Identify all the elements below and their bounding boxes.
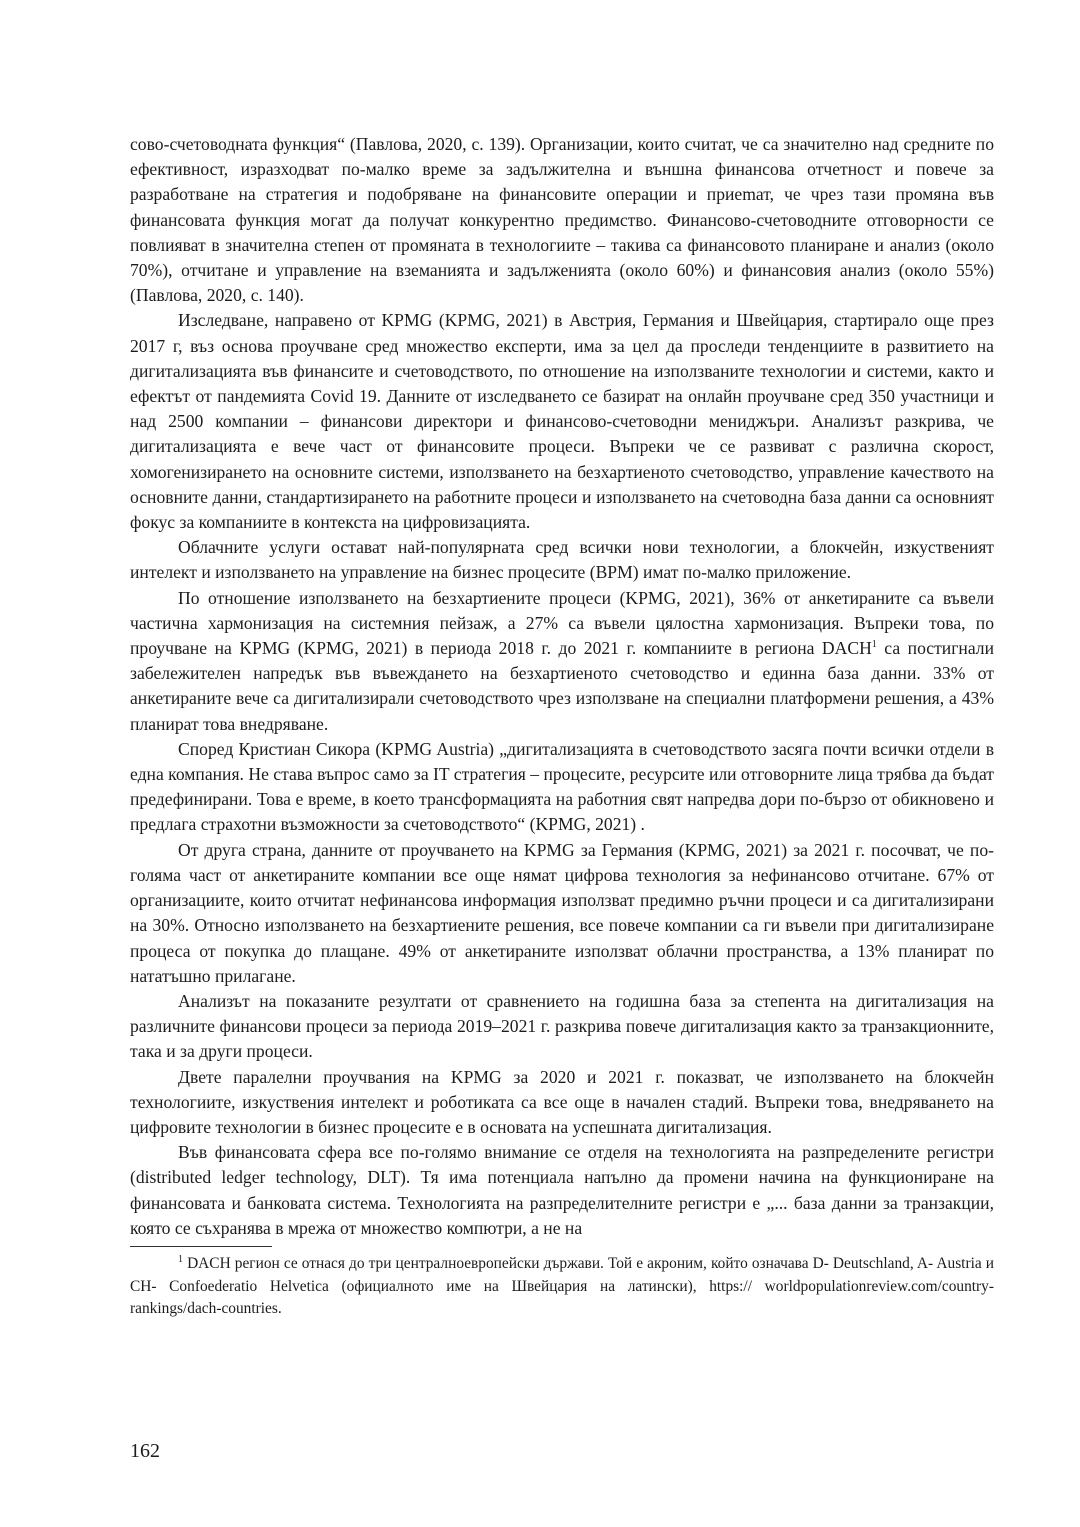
paragraph-4: [130, 586, 994, 737]
footnote-divider: [130, 1246, 272, 1247]
footnote: [130, 1253, 994, 1321]
paragraph-6: От друга страна, данните от проучването на KPMG за Германия (KPMG, 2021) за 2021 г. посочват, че по-голяма част от анкетираните компании все още нямат цифрова технология за нефинансово отчитане. 67% от организациите, които отчитат нефинансова информация използват предимно ръчни процеси и са дигитализирани на 30%. Относно използването на безхартиените решения, все повече компании са ги въвели при дигитализиране процеса от покупка до плащане. 49% от анкетираните използват облачни пространства, а 13% планират по нататъшно прилагане.: [130, 839, 994, 986]
page-body: [130, 132, 994, 1321]
paragraph-4-after: са постигнали забележителен напредък във въвеждането на безхартиеното счетоводство и единна база данни. 33% от анкетираните вече са дигитализирали счетоводството чрез използване на специални платформени решения, а 43% планират това внедряване.: [130, 638, 995, 734]
paragraph-3: Облачните услуги остават най-популярната сред всички нови технологии, а блокчейн, изкуственият интелект и използването на управление на бизнес процесите (BPM) имат по-малко приложение.: [130, 537, 994, 583]
paragraph-1: сово-счетоводната функция“ (Павлова, 2020, с. 139). Организации, които считат, че са значително над средните по ефективност, изразходват по-малко време за задължителна и външна финансова отчетност и повече за разработване на стратегия и подобряване на финансовите операции и приemат, че чрез тази промяна във финансовата функция могат да получат конкурентно предимство. Финансово-счетоводните отговорности се повлияват в значителна степен от промяната в технологиите – такива са финансовото планиране и анализ (около 70%), отчитане и управление на вземанията и задълженията (около 60%) и финансовия анализ (около 55%) (Павлова, 2020, с. 140).: [130, 134, 994, 306]
paragraph-4-before: По отношение използването на безхартиените процеси (KPMG, 2021), 36% от анкетираните са въвели частична хармонизация на системния пейзаж, а 27% са въвели цялостна хармонизация. Въпреки това, по проучване на KPMG (KPMG, 2021) в периода 2018 г. до 2021 г. компаниите в региона DACH: [130, 587, 994, 659]
paragraph-2: Изследване, направено от KPMG (KPMG, 2021) в Австрия, Германия и Швейцария, стартирало още през 2017 г, въз основа проучване сред множество експерти, има за цел да проследи тенденциите в развитието на дигитализацията във финансите и счетоводството, по отношение на използваните технологии и системи, както и ефектът от пандемията Covid 19. Данните от изследването се базират на онлайн проучване сред 350 участници и над 2500 компании – финансови директори и финансово-счетоводни мениджъри. Анализът разкрива, че дигитализацията е вече част от финансовите процеси. Въпреки че се развиват с различна скорост, хомогенизирането на основните системи, използването на безхартиеното счетоводство, управление качеството на основните данни, стандартизирането на работните процеси и използването на счетоводна база данни са основният фокус за компаниите в контекста на цифровизацията.: [130, 310, 994, 533]
footnote-text: DACH регион се отнася до три централноевропейски държави. Той е акроним, който означава D- Deutschland, A- Austria и CH- Confoederatio Helvetica (официалното име на Швейцария на латински), https:// worldpopulationreview.com/country-rankings/dach-countries.: [130, 1254, 994, 1318]
paragraph-9: Във финансовата сфера все по-голямо внимание се отделя на технологията на разпределените регистри (distributed ledger technology, DLT). Тя има потенциала напълно да промени начина на функциониране на финансовата и банковата система. Технологията на разпределителните регистри е „... база данни за транзакции, която се съхранява в мрежа от множество компютри, а не на: [130, 1142, 994, 1238]
page-number: 162: [130, 1440, 160, 1462]
paragraph-8: Двете паралелни проучвания на KPMG за 2020 и 2021 г. показват, че използването на блокчейн технологиите, изкуствения интелект и роботиката са все още в начален стадий. Въпреки това, внедряването на цифровите технологии в бизнес процесите е в основата на успешната дигитализация.: [130, 1066, 994, 1137]
footnote-reference: 1: [871, 639, 877, 651]
footnote-number: 1: [178, 1253, 183, 1265]
paragraph-7: Анализът на показаните резултати от сравнението на годишна база за степента на дигитализация на различните финансови процеси за периода 2019–2021 г. разкрива повече дигитализация както за транзакционните, така и за други процеси.: [130, 990, 994, 1062]
paragraph-5: Според Кристиан Сикора (KPMG Austria) „дигитализацията в счетоводството засяга почти всички отдели в една компания. Не става въпрос само за IT стратегия – процесите, ресурсите или отговорните лица трябва да бъдат предефинирани. Това е време, в което трансформацията на работния свят напредва дори по-бързо от обикновено и предлага страхотни възможности за счетоводството“ (KPMG, 2021) .: [130, 738, 994, 835]
